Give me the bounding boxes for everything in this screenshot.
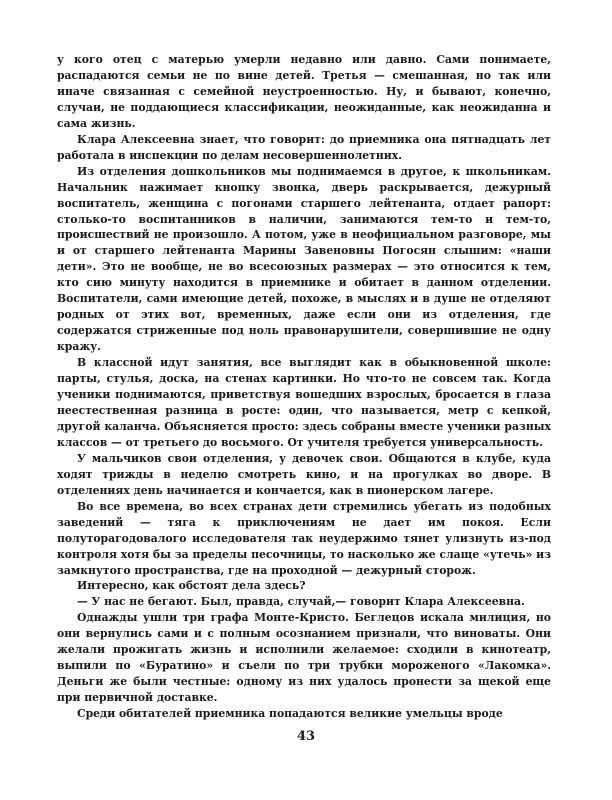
- paragraph: Клара Алексеевна знает, что говорит: до приемника она пятнадцать лет работала в инспекции по делам несовершеннолетних.: [57, 132, 551, 162]
- paragraph: Интересно, как обстоят дела здесь?: [77, 579, 306, 593]
- page-body: [57, 52, 551, 722]
- paragraph: у кого отец с матерью умерли недавно или давно. Сами понимаете, распадаются семьи не по вине детей. Третья — смешанная, но так или иначе связанная с семейной неустроенностью. Ну, и бывают, конечно, случаи, не поддающиеся классификации, неожиданные, как неожиданна и сама жизнь.: [57, 53, 551, 130]
- paragraph: У мальчиков свои отделения, у девочек свои. Общаются в клубе, куда ходят трижды в неделю смотреть кино, и на прогулках во дворе. В отделениях день начинается и кончается, как в пионерском лагере.: [57, 451, 551, 497]
- paragraph: В классной идут занятия, все выглядит как в обыкновенной школе: парты, стулья, доска, на стенах картинки. Но что-то не совсем так. Когда ученики поднимаются, приветствуя вошедших взрослых, бросается в глаза неестественная разница в росте: один, что называется, метр с кепкой, другой каланча. Объясняется просто: здесь собраны вместе ученики разных классов — от третьего до восьмого. От учителя требуется универсальность.: [57, 356, 551, 449]
- paragraph: Среди обитателей приемника попадаются великие умельцы вроде: [77, 707, 503, 721]
- page-number: 43: [296, 729, 316, 744]
- paragraph: — У нас не бегают. Был, правда, случай,— говорит Клара Алексеевна.: [77, 595, 525, 609]
- paragraph: Однажды ушли три графа Монте-Кристо. Беглецов искала милиция, но они вернулись сами и с полным осознанием признали, что виноваты. Они желали прожигать жизнь и исполнили желаемое: сходили в кинотеатр, выпили по «Буратино» и съели по три трубки мороженого «Лакомка». Деньги же были честные: одному из них удалось пронести за щекой еще при первичной доставке.: [57, 611, 551, 705]
- paragraph: Из отделения дошкольников мы поднимаемся в другое, к школьникам. Начальник нажимает кнопку звонка, дверь раскрывается, дежурный воспитатель, женщина с погонами старшего лейтенанта, отдает рапорт: столько-то воспитанников в наличии, занимаются тем-то и тем-то, происшествий не произошло. А потом, уже в неофициальном разговоре, мы и от старшего лейтенанта Марины Завеновны Погосян слышим: «наши дети». Это не вообще, не во всесоюзных размерах — это относится к тем, кто сию минуту находится в приемнике и обитает в данном отделении. Воспитатели, сами имеющие детей, похоже, в мыслях и в душе не отделяют родных от этих вот, временных, даже если они из отделения, где содержатся стриженные под ноль правонарушители, совершившие не одну кражу.: [57, 164, 551, 354]
- paragraph: Во все времена, во всех странах дети стремились убегать из подобных заведений — тяга к приключениям не дает им покоя. Если полуторагодовалого исследователя так неудержимо тянет улизнуть из-под контроля хотя бы за пределы песочницы, то насколько же слаще «утечь» из замкнутого пространства, где на проходной — дежурный сторож.: [57, 499, 551, 577]
